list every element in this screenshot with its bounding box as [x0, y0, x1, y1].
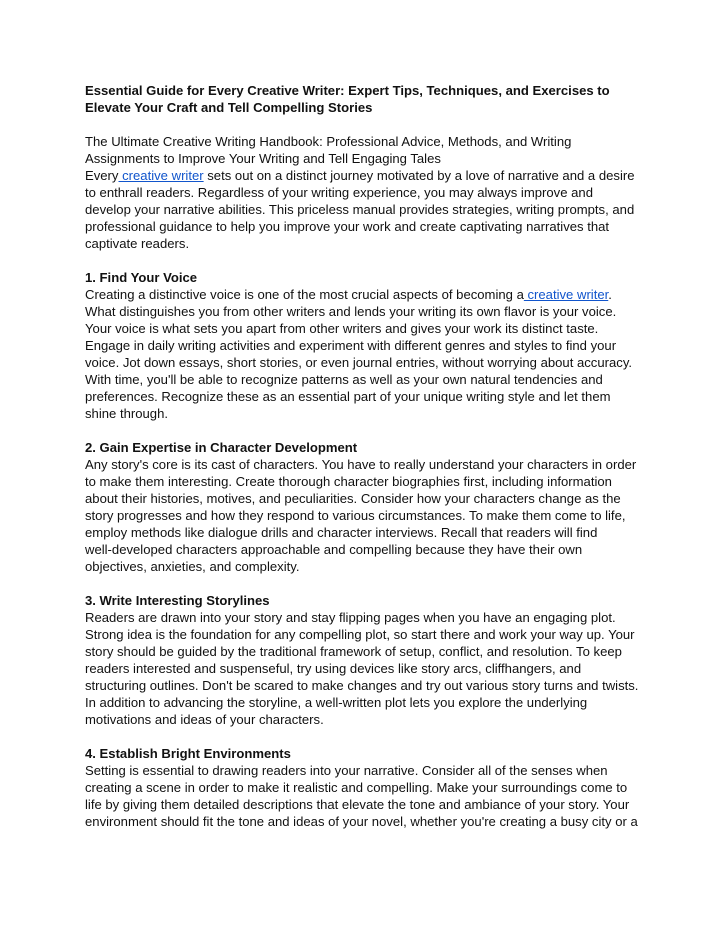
paragraph-line: story should be guided by the traditional framework of setup, conflict, and resolution. To keep — [85, 644, 622, 659]
paragraph-line: well-developed characters approachable and compelling because they have their own — [85, 542, 583, 557]
paragraph-line: objectives, anxieties, and complexity. — [85, 559, 300, 574]
creative-writer-link[interactable]: creative writer — [523, 287, 609, 302]
paragraph-line: to enthrall readers. Regardless of your writing experience, you may always improve and — [85, 185, 593, 200]
paragraph-line: about their histories, motives, and peculiarities. Consider how your characters change as the — [85, 491, 621, 506]
paragraph-line: to make them interesting. Create thorough character biographies first, including information — [85, 474, 612, 489]
subtitle-line: The Ultimate Creative Writing Handbook: Professional Advice, Methods, and Writing — [85, 134, 572, 149]
document-subtitle — [85, 133, 634, 167]
paragraph-line: With time, you'll be able to recognize patterns as well as your own natural tendencies and — [85, 372, 603, 387]
paragraph-line: develop your narrative abilities. This priceless manual provides strategies, writing prompts, and — [85, 202, 635, 217]
paragraph-line: Setting is essential to drawing readers into your narrative. Consider all of the senses when — [85, 763, 608, 778]
section-heading: 1. Find Your Voice — [85, 270, 198, 285]
paragraph-line: employ methods like dialogue drills and character interviews. Recall that readers will find — [85, 525, 598, 540]
paragraph-line: captivate readers. — [85, 236, 190, 251]
paragraph-line: What distinguishes you from other writers and lends your writing its own flavor is your voice. — [85, 304, 617, 319]
paragraph-line: environment should fit the tone and ideas of your novel, whether you're creating a busy city or a — [85, 814, 638, 829]
paragraph-line: motivations and ideas of your characters. — [85, 712, 324, 727]
section-storylines — [85, 592, 639, 728]
paragraph-line: professional guidance to help you improve your work and create captivating narratives that — [85, 219, 610, 234]
paragraph-line: story progresses and how they respond to various circumstances. To make them come to life, — [85, 508, 626, 523]
paragraph-line: Any story's core is its cast of characters. You have to really understand your characters in order — [85, 457, 637, 472]
text-span: sets out on a distinct journey motivated by a love of narrative and a desire — [203, 168, 635, 183]
paragraph-line: voice. Jot down essays, short stories, or even journal entries, without worrying about accuracy. — [85, 355, 633, 370]
paragraph-line — [85, 167, 634, 184]
paragraph-line: structuring outlines. Don't be scared to make changes and try out various story turns and twists. — [85, 678, 639, 693]
title-line: Elevate Your Craft and Tell Compelling Stories — [85, 100, 373, 115]
paragraph-line: shine through. — [85, 406, 168, 421]
creative-writer-link[interactable]: creative writer — [118, 168, 204, 183]
paragraph-line: creating a scene in order to make it realistic and compelling. Make your surroundings come to — [85, 780, 628, 795]
paragraph-line: life by giving them detailed descriptions that elevate the tone and ambiance of your story. Your — [85, 797, 630, 812]
paragraph-line: In addition to advancing the storyline, a well-written plot lets you explore the underlying — [85, 695, 588, 710]
paragraph-line: readers interested and suspenseful, try using devices like story arcs, cliffhangers, and — [85, 661, 582, 676]
intro-paragraph — [85, 167, 634, 252]
subtitle-line: Assignments to Improve Your Writing and Tell Engaging Tales — [85, 151, 441, 166]
section-find-your-voice — [85, 269, 634, 422]
section-character-development — [85, 439, 637, 575]
title-line: Essential Guide for Every Creative Writer: Expert Tips, Techniques, and Exercises to — [85, 83, 610, 98]
section-environments — [85, 745, 638, 830]
text-span: . — [608, 287, 612, 302]
paragraph-line: preferences. Recognize these as an essential part of your unique writing style and let them — [85, 389, 611, 404]
paragraph-line: Readers are drawn into your story and stay flipping pages when you have an engaging plot. — [85, 610, 616, 625]
paragraph-line: Strong idea is the foundation for any compelling plot, so start there and work your way up. Your — [85, 627, 635, 642]
section-heading: 2. Gain Expertise in Character Development — [85, 440, 358, 455]
text-span: Creating a distinctive voice is one of the most crucial aspects of becoming a — [85, 287, 524, 302]
section-heading: 4. Establish Bright Environments — [85, 746, 291, 761]
document-title — [85, 82, 634, 116]
section-heading: 3. Write Interesting Storylines — [85, 593, 270, 608]
text-span: Every — [85, 168, 119, 183]
paragraph-line: Your voice is what sets you apart from other writers and gives your work its distinct taste. — [85, 321, 599, 336]
paragraph-line: Engage in daily writing activities and experiment with different genres and styles to find your — [85, 338, 617, 353]
paragraph-line — [85, 286, 634, 303]
